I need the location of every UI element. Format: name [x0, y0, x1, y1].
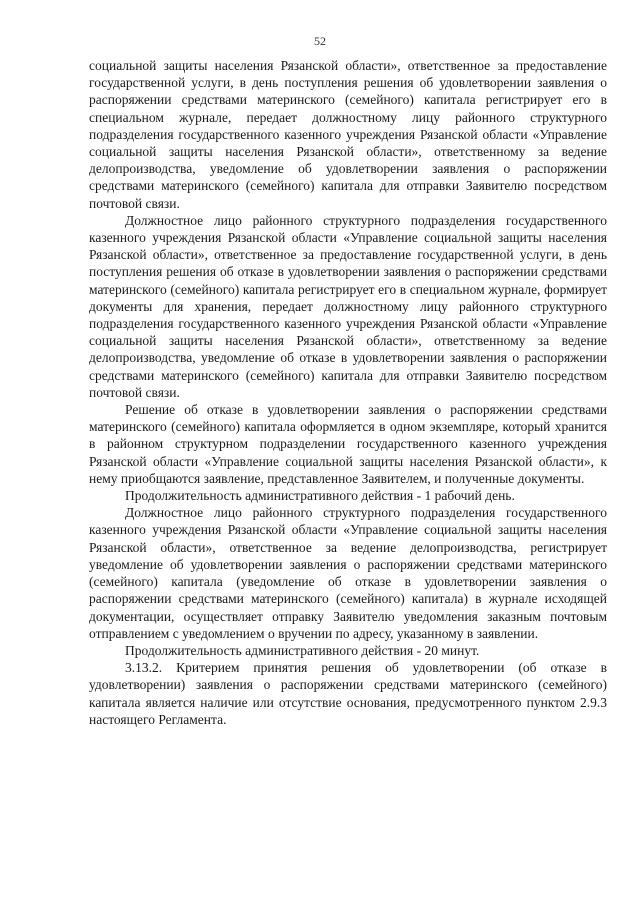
paragraph-refusal-registration: Должностное лицо районного структурного подразделения государственного казенного учреждения Рязанской области «Управление социальной защиты населения Рязанской области», ответственное за предоставление государственной услуги, в день поступления решения об отказе в удовлетворении заявления о распоряжении средствами материнского (семейного) капитала регистрирует его в специальном журнале, формирует документы для хранения, передает должностному лицу районного структурного подразделения государственного казенного учреждения Рязанской области «Управление социальной защиты населения Рязанской области», ответственному за ведение делопроизводства, уведомление об отказе в удовлетворении заявления о распоряжении средствами материнского (семейного) капитала для отправки Заявителю посредством почтовой связи.	[89, 212, 607, 400]
paragraph-notification-dispatch: Должностное лицо районного структурного подразделения государственного казенного учреждения Рязанской области «Управление социальной защиты населения Рязанской области», ответственное за ведение делопроизводства, регистрирует уведомление об удовлетворении заявления о распоряжении средствами материнского (семейного) капитала (уведомление об отказе в удовлетворении заявления о распоряжении средствами материнского (семейного) капитала) в журнале исходящей документации, осуществляет отправку Заявителю уведомления заказным почтовым отправлением с уведомлением о вручении по адресу, указанному в заявлении.	[89, 505, 607, 641]
page-number: 52	[314, 34, 326, 48]
paragraph-refusal-storage: Решение об отказе в удовлетворении заявления о распоряжении средствами материнского (семейного) капитала оформляется в одном экземпляре, который хранится в районном структурном подразделении государственного казенного учреждения Рязанской области «Управление социальной защиты населения Рязанской области», к нему приобщаются заявление, представленное Заявителем, и полученные документы.	[89, 402, 607, 486]
paragraph-decision-criterion: 3.13.2. Критерием принятия решения об удовлетворении (об отказе в удовлетворении) заявления о распоряжении средствами материнского (семейного) капитала является наличие или отсутствие основания, предусмотренного пунктом 2.9.3 настоящего Регламента.	[89, 660, 607, 727]
paragraph-duration-1-day: Продолжительность административного действия - 1 рабочий день.	[125, 488, 515, 504]
paragraph-continuation: социальной защиты населения Рязанской области», ответственное за предоставление государственной услуги, в день поступления решения об удовлетворении заявления о распоряжении средствами материнского (семейного) капитала регистрирует его в специальном журнале, передает должностному лицу районного структурного подразделения государственного казенного учреждения Рязанской области «Управление социальной защиты населения Рязанской области», ответственному за ведение делопроизводства, уведомление об удовлетворении заявления о распоряжении средствами материнского (семейного) капитала для отправки Заявителю посредством почтовой связи.	[89, 58, 607, 211]
document-body	[89, 57, 607, 728]
paragraph-duration-20-min: Продолжительность административного действия - 20 минут.	[125, 642, 480, 658]
